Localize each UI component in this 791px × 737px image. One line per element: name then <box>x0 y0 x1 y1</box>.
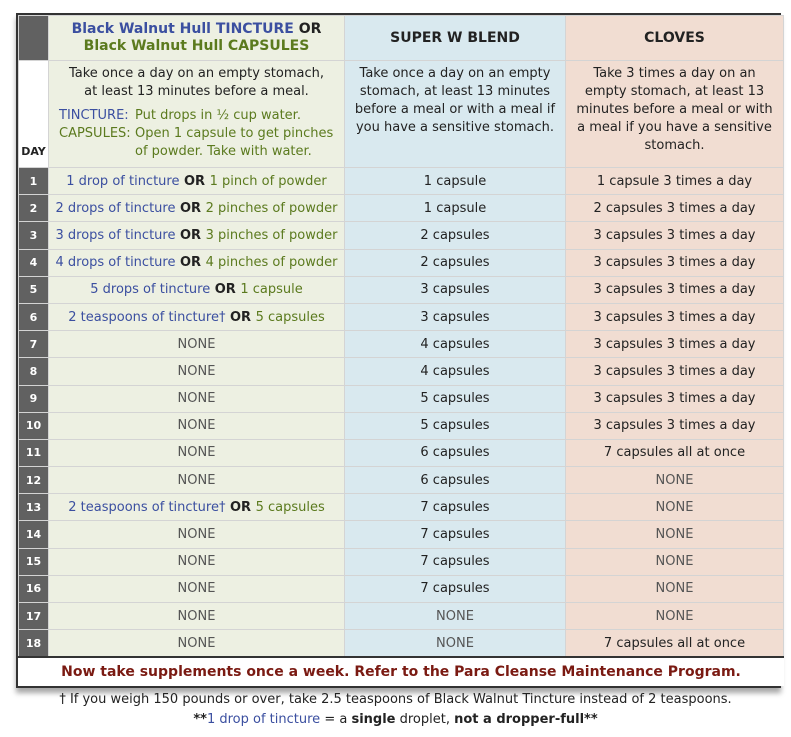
table-row <box>19 358 784 385</box>
super-w-dose: 4 capsules <box>345 358 566 385</box>
super-w-dose: 7 capsules <box>345 494 566 521</box>
header-bw-capsules: Black Walnut Hull CAPSULES <box>83 38 310 54</box>
super-w-dose: 7 capsules <box>345 575 566 602</box>
black-walnut-none: NONE <box>177 472 216 488</box>
black-walnut-dose <box>49 412 345 439</box>
black-walnut-dose <box>49 358 345 385</box>
black-walnut-capsules: 5 capsules <box>255 309 325 325</box>
table-row <box>19 222 784 249</box>
instructions-capsules-text: Open 1 capsule to get pinches of powder. Take with water. <box>135 126 334 159</box>
header-bw-tincture: Black Walnut Hull TINCTURE <box>71 21 294 37</box>
table-row <box>19 439 784 466</box>
table-row <box>19 521 784 548</box>
table-row <box>19 385 784 412</box>
super-w-dose: 7 capsules <box>345 521 566 548</box>
instructions-super-w-text: Take once a day on an empty stomach, at least 13 minutes before a meal or with a meal if you have a sensitive stomach. <box>354 66 556 135</box>
table-row <box>19 276 784 303</box>
black-walnut-dose <box>49 385 345 412</box>
cloves-dose: NONE <box>566 494 784 521</box>
cloves-dose: 3 capsules 3 times a day <box>566 385 784 412</box>
instructions-tincture-text: Put drops in ½ cup water. <box>135 108 301 123</box>
footnote-drop-bold1: single <box>351 712 396 727</box>
black-walnut-tincture: 4 drops of tincture <box>55 255 176 271</box>
super-w-dose: NONE <box>345 603 566 630</box>
day-number: 18 <box>19 630 49 658</box>
super-w-dose: 2 capsules <box>345 222 566 249</box>
black-walnut-or: OR <box>210 282 241 298</box>
instructions-cloves <box>566 61 784 168</box>
table-row <box>19 331 784 358</box>
black-walnut-none: NONE <box>177 336 216 352</box>
black-walnut-dose <box>49 467 345 494</box>
cloves-dose: 3 capsules 3 times a day <box>566 222 784 249</box>
black-walnut-tincture: 5 drops of tincture <box>90 282 211 298</box>
cloves-dose: 3 capsules 3 times a day <box>566 412 784 439</box>
black-walnut-or: OR <box>175 255 206 271</box>
table-row <box>19 168 784 195</box>
header-bw-or: OR <box>293 21 322 37</box>
black-walnut-capsules: 5 capsules <box>255 499 325 515</box>
day-number: 6 <box>19 303 49 330</box>
black-walnut-none: NONE <box>177 527 216 543</box>
instructions-bw-main: Take once a day on an empty stomach, at least 13 minutes before a meal. <box>68 66 325 99</box>
day-number: 13 <box>19 494 49 521</box>
cloves-dose: 7 capsules all at once <box>566 630 784 658</box>
black-walnut-or: OR <box>225 499 256 515</box>
black-walnut-dose <box>49 195 345 222</box>
day-label: DAY <box>19 61 49 168</box>
cloves-dose: 7 capsules all at once <box>566 439 784 466</box>
super-w-dose: 5 capsules <box>345 385 566 412</box>
header-super-w: SUPER W BLEND <box>345 16 566 61</box>
day-number: 16 <box>19 575 49 602</box>
header-black-walnut <box>49 16 345 61</box>
black-walnut-none: NONE <box>177 581 216 597</box>
black-walnut-or: OR <box>225 309 256 325</box>
maintenance-note: Now take supplements once a week. Refer to the Para Cleanse Maintenance Program. <box>19 657 784 686</box>
footer-row <box>19 657 784 686</box>
day-number: 2 <box>19 195 49 222</box>
cloves-dose: NONE <box>566 548 784 575</box>
black-walnut-dose <box>49 575 345 602</box>
black-walnut-dose <box>49 303 345 330</box>
table-row <box>19 303 784 330</box>
black-walnut-tincture: 1 drop of tincture <box>66 173 180 189</box>
black-walnut-none: NONE <box>177 635 216 651</box>
footnote-drop-bold2: not a dropper-full** <box>454 712 598 727</box>
day-number: 9 <box>19 385 49 412</box>
super-w-dose: 6 capsules <box>345 439 566 466</box>
cloves-dose: 3 capsules 3 times a day <box>566 249 784 276</box>
day-number: 7 <box>19 331 49 358</box>
cloves-dose: 3 capsules 3 times a day <box>566 358 784 385</box>
cloves-dose: 3 capsules 3 times a day <box>566 276 784 303</box>
super-w-dose: 1 capsule <box>345 195 566 222</box>
super-w-dose: 7 capsules <box>345 548 566 575</box>
instructions-super-w <box>345 61 566 168</box>
day-number: 5 <box>19 276 49 303</box>
black-walnut-dose <box>49 439 345 466</box>
table-row <box>19 603 784 630</box>
black-walnut-tincture: 2 teaspoons of tincture† <box>68 499 226 515</box>
table-row <box>19 630 784 658</box>
black-walnut-or: OR <box>175 200 206 216</box>
super-w-dose: 3 capsules <box>345 276 566 303</box>
cloves-dose: NONE <box>566 521 784 548</box>
black-walnut-tincture: 2 drops of tincture <box>55 200 176 216</box>
day-number: 1 <box>19 168 49 195</box>
day-number: 14 <box>19 521 49 548</box>
day-number: 3 <box>19 222 49 249</box>
instructions-capsules-label: CAPSULES: <box>59 126 131 141</box>
cloves-dose: 3 capsules 3 times a day <box>566 303 784 330</box>
footnote-drop-blue: 1 drop of tincture <box>206 712 321 727</box>
black-walnut-capsules: 1 pinch of powder <box>209 173 327 189</box>
dosage-schedule-table <box>18 15 784 686</box>
black-walnut-tincture: 2 teaspoons of tincture† <box>68 309 226 325</box>
black-walnut-none: NONE <box>177 608 216 624</box>
table-row <box>19 195 784 222</box>
black-walnut-capsules: 4 pinches of powder <box>205 255 338 271</box>
table-row <box>19 575 784 602</box>
header-row <box>19 16 784 61</box>
super-w-dose: 6 capsules <box>345 467 566 494</box>
black-walnut-none: NONE <box>177 554 216 570</box>
footnote-drop-mid2: droplet, <box>395 712 455 727</box>
instructions-cloves-text: Take 3 times a day on an empty stomach, at least 13 minutes before a meal or with a meal if you have a sensitive stomach. <box>576 66 773 153</box>
day-number: 15 <box>19 548 49 575</box>
table-row <box>19 467 784 494</box>
black-walnut-dose <box>49 222 345 249</box>
super-w-dose: 5 capsules <box>345 412 566 439</box>
super-w-dose: NONE <box>345 630 566 658</box>
table-row <box>19 412 784 439</box>
footnote-drop-prefix: ** <box>193 712 207 727</box>
black-walnut-none: NONE <box>177 391 216 407</box>
black-walnut-dose <box>49 168 345 195</box>
black-walnut-dose <box>49 494 345 521</box>
black-walnut-dose <box>49 630 345 658</box>
black-walnut-dose <box>49 521 345 548</box>
header-cloves: CLOVES <box>566 16 784 61</box>
footnote-dagger: † If you weigh 150 pounds or over, take 2.5 teaspoons of Black Walnut Tincture instead of 2 teaspoons. <box>59 692 732 707</box>
day-number: 8 <box>19 358 49 385</box>
black-walnut-tincture: 3 drops of tincture <box>55 227 176 243</box>
super-w-dose: 3 capsules <box>345 303 566 330</box>
black-walnut-dose <box>49 276 345 303</box>
black-walnut-capsules: 3 pinches of powder <box>205 227 338 243</box>
day-number: 17 <box>19 603 49 630</box>
instructions-tincture-label: TINCTURE: <box>59 108 129 123</box>
black-walnut-or: OR <box>175 227 206 243</box>
day-number: 12 <box>19 467 49 494</box>
black-walnut-dose <box>49 249 345 276</box>
day-number: 10 <box>19 412 49 439</box>
black-walnut-capsules: 1 capsule <box>240 282 303 298</box>
cloves-dose: 2 capsules 3 times a day <box>566 195 784 222</box>
super-w-dose: 1 capsule <box>345 168 566 195</box>
table-row <box>19 494 784 521</box>
super-w-dose: 4 capsules <box>345 331 566 358</box>
black-walnut-dose <box>49 603 345 630</box>
header-day <box>19 16 49 61</box>
dosage-schedule-table-frame <box>16 13 781 688</box>
black-walnut-capsules: 2 pinches of powder <box>205 200 338 216</box>
footnotes <box>0 690 791 730</box>
cloves-dose: 1 capsule 3 times a day <box>566 168 784 195</box>
super-w-dose: 2 capsules <box>345 249 566 276</box>
black-walnut-dose <box>49 548 345 575</box>
day-number: 4 <box>19 249 49 276</box>
cloves-dose: NONE <box>566 575 784 602</box>
black-walnut-none: NONE <box>177 418 216 434</box>
table-row <box>19 249 784 276</box>
day-number: 11 <box>19 439 49 466</box>
footnote-drop-mid: = a <box>320 712 352 727</box>
table-row <box>19 548 784 575</box>
footnote-drop <box>0 710 791 730</box>
instructions-row <box>19 61 784 168</box>
black-walnut-or: OR <box>179 173 210 189</box>
black-walnut-none: NONE <box>177 445 216 461</box>
cloves-dose: 3 capsules 3 times a day <box>566 331 784 358</box>
black-walnut-none: NONE <box>177 363 216 379</box>
cloves-dose: NONE <box>566 603 784 630</box>
instructions-black-walnut <box>49 61 345 168</box>
black-walnut-dose <box>49 331 345 358</box>
cloves-dose: NONE <box>566 467 784 494</box>
